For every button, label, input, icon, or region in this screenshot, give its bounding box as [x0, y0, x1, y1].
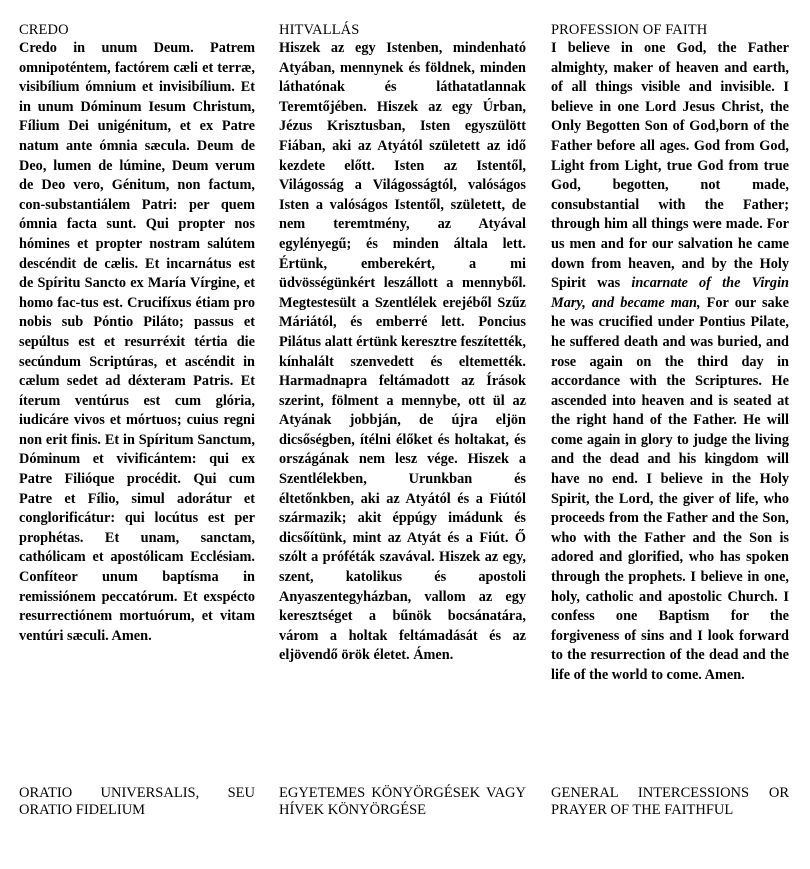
english-heading: PROFESSION OF FAITH — [551, 22, 708, 38]
english-footer-heading: GENERAL INTERCESSIONS OR PRAYER OF THE FAITHFUL — [551, 785, 789, 818]
latin-creed-text: Credo in unum Deum. Patrem omnipoténtem, factórem cæli et terræ, visibílium ómnium et invisibílium. Et in unum Dóminum Iesum Christum, Fílium Dei unigénitum, et ex Patre natum ante ómnia sæcula. Deum de Deo, lumen de lúmine, Deum verum de Deo vero, Génitum, non factum, con-substantiálem Patri: per quem ómnia facta sunt. Qui propter nos hómines et propter nostram salútem descéndit de cælis. Et incarnátus est de Spíritu Sancto ex María Vírgine, et homo fac-tus est. Crucifíxus étiam pro nobis sub Póntio Piláto; passus et sepúltus est et resurréxit tértia die secúndum Scriptúras, et ascéndit in cælum sedet ad déxteram Patris. Et íterum ventúrus est cum glória, iudicáre vivos et mórtuos; cuius regni non erit finis. Et in Spíritum Sanctum, Dóminum et vivificántem: qui ex Patre Filióque procédit. Qui cum Patre et Fílio, simul adorátur et conglorificátur: qui locútus est per prophétas. Et unam, sanctam, cathólicam et apostólicam Ecclésiam. Confíteor unum baptísma in remissiónem peccatórum. Et exspécto resurrectiónem mortuórum, et vitam ventúri sæculi. Amen. — [19, 40, 255, 644]
english-text-part-2: For our sake he was crucified under Pontius Pilate, he suffered death and was buried, and rose again on the third day in accordance with the Scriptures. He ascended into heaven and is seated at the right hand of the Father. He will come again in glory to judge the living and the dead and his kingdom will have no end. I believe in the Holy Spirit, the Lord, the giver of life, who proceeds from the Father and the Son, who with the Father and the Son is adored and glorified, who has spoken through the prophets. I believe in one, holy, catholic and apostolic Church. I confess one Baptism for the forgiveness of sins and I look forward to the resurrection of the dead and the life of the world to come. Amen. — [551, 294, 789, 683]
hungarian-footer-heading: EGYETEMES KÖNYÖRGÉSEK VAGY HÍVEK KÖNYÖRGÉSE — [279, 785, 526, 818]
english-column — [551, 22, 789, 686]
latin-column — [19, 22, 255, 646]
hungarian-creed-text: Hiszek az egy Istenben, mindenható Atyában, mennynek és földnek, minden láthatónak és láthatatlannak Teremtőjében. Hiszek az egy Úrban, Jézus Krisztusban, Isten egyszülött Fiában, aki az Atyától született az idő kezdete előtt. Isten az Istentől, Világosság a Világosságtól, valóságos Isten a valóságos Istentől, született, de nem teremtmény, az Atyával egylényegű; és minden általa lett. Értünk, emberekért, a mi üdvösségünkért leszállott a mennyből. Megtestesült a Szentlélek erejéből Szűz Máriától, és emberré lett. Poncius Pilátus alatt értünk keresztre feszítették, kínhalált szenvedett és eltemették. Harmadnapra feltámadott az Írások szerint, fölment a mennybe, ott ül az Atyának jobbján, de újra eljön dicsőségben, ítélni élőket és holtakat, és országának nem lesz vége. Hiszek a Szentlélekben, Urunkban és éltetőnkben, aki az Atyától és a Fiútól származik; akit éppúgy imádunk és dicsőítünk, mint az Atyát és a Fiút. Ő szólt a próféták szavával. Hiszek az egy, szent, katolikus és apostoli Anyaszentegyházban, vallom az egy keresztséget a bűnök bocsánatára, várom a holtak feltámadását és az eljövendő örök életet. Ámen. — [279, 40, 526, 664]
hungarian-heading: HITVALLÁS — [279, 22, 360, 38]
hungarian-column — [279, 22, 526, 666]
latin-heading: CREDO — [19, 22, 69, 38]
latin-footer-heading: ORATIO UNIVERSALIS, SEU ORATIO FIDELIUM — [19, 785, 255, 818]
english-text-part-1: I believe in one God, the Father almighty, maker of heaven and earth, of all things visible and invisible. I believe in one Lord Jesus Christ, the Only Begotten Son of God,born of the Father before all ages. God from God, Light from Light, true God from true God, begotten, not made, consubstantial with the Father; through him all things were made. For us men and for our salvation he came down from heaven, and by the Holy Spirit was — [551, 40, 789, 292]
english-text-italic: incarnate of the Virgin Mary, and became man, — [551, 275, 789, 311]
english-creed-text — [551, 39, 789, 686]
